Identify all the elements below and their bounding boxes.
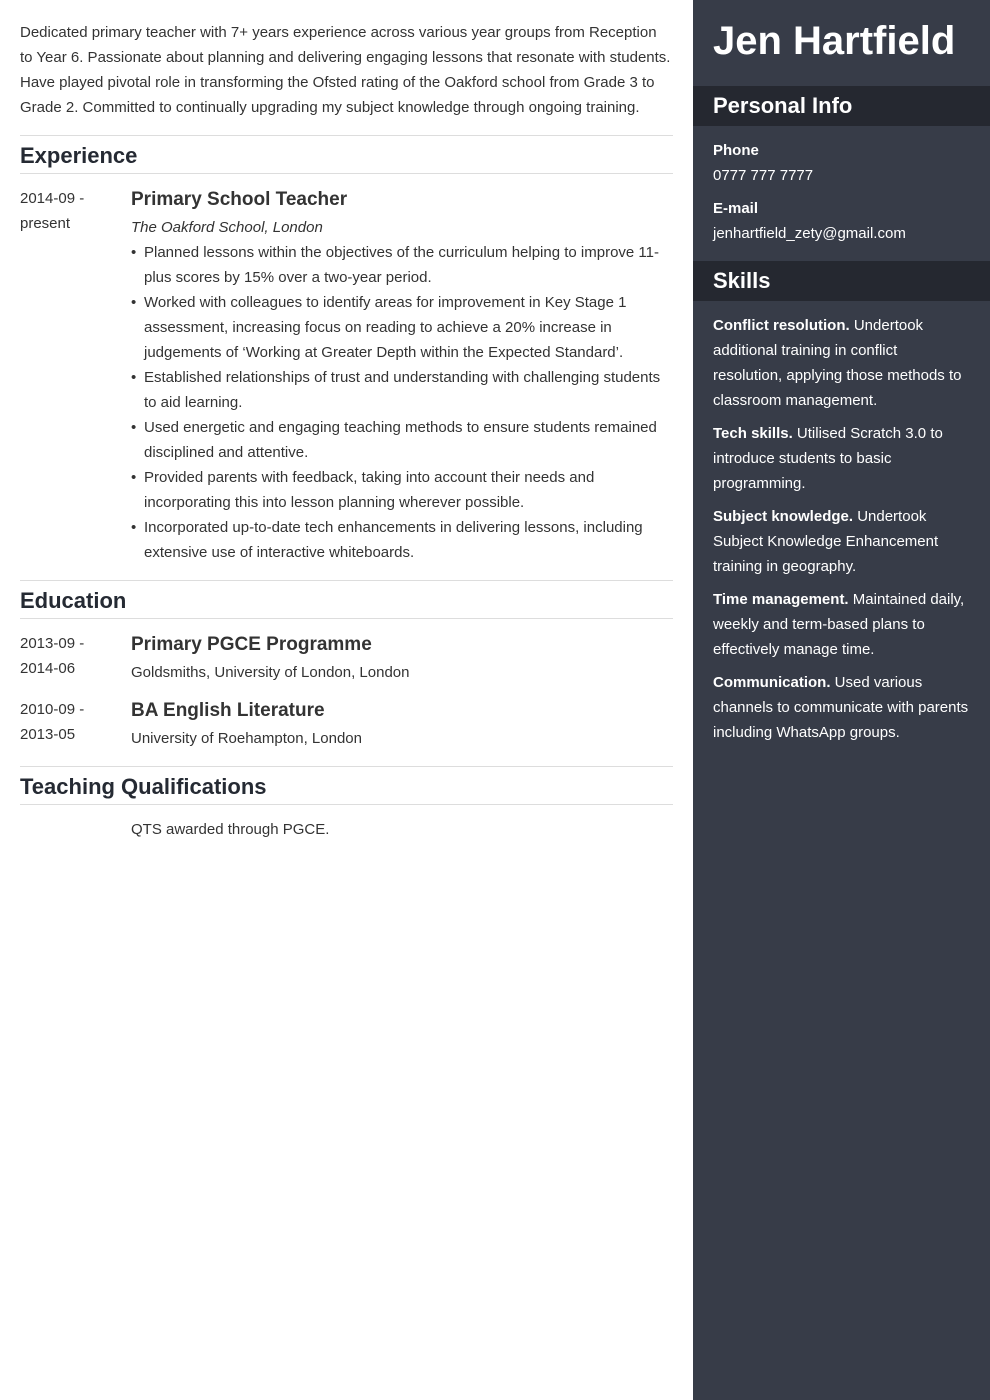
skill-name: Time management. xyxy=(713,591,849,608)
end-date: 2014-06 xyxy=(20,660,76,677)
skill-item xyxy=(713,670,970,745)
job-bullets xyxy=(131,240,673,565)
skill-item xyxy=(713,421,970,496)
degree-title: Primary PGCE Programme xyxy=(131,634,372,655)
education-entry xyxy=(20,631,673,685)
degree-title: BA English Literature xyxy=(131,700,325,721)
skill-name: Conflict resolution. xyxy=(713,317,850,334)
skill-desc: Used various channels to communicate with parents including WhatsApp groups. xyxy=(713,674,969,741)
education-entry xyxy=(20,697,673,751)
email-label: E-mail xyxy=(713,200,759,217)
bullet: • Planned lessons within the objectives of the curriculum helping to improve 11-plus scores by 15% over a two-year period. xyxy=(131,240,673,290)
skill-desc: Undertook additional training in conflict resolution, applying those methods to classroom management. xyxy=(713,317,962,409)
school: University of Roehampton, London xyxy=(131,730,362,747)
start-date: 2014-09 - xyxy=(20,190,85,207)
bullet: • Used energetic and engaging teaching methods to ensure students remained disciplined and attentive. xyxy=(131,415,673,465)
school: Goldsmiths, University of London, London xyxy=(131,664,410,681)
skill-desc: Maintained daily, weekly and term-based plans to effectively manage time. xyxy=(713,591,965,658)
bullet: • Established relationships of trust and understanding with challenging students to aid learning. xyxy=(131,365,673,415)
bullet: • Worked with colleagues to identify areas for improvement in Key Stage 1 assessment, increasing focus on reading to achieve a 20% increase in judgements of ‘Working at Greater Depth within the Expected Standard’. xyxy=(131,290,673,365)
skill-name: Tech skills. xyxy=(713,425,793,442)
start-date: 2010-09 - xyxy=(20,701,85,718)
candidate-name: Jen Hartfield xyxy=(713,19,956,63)
summary: Dedicated primary teacher with 7+ years experience across various year groups from Reception to Year 6. Passionate about planning and delivering engaging lessons that resonate with students. Have played pivotal role in transforming the Ofsted rating of the Oakford school from Grade 3 to Grade 2. Committed to continually upgrading my subject knowledge through ongoing training. xyxy=(20,24,671,116)
qualification-text: QTS awarded through PGCE. xyxy=(131,821,330,838)
qualifications-heading: Teaching Qualifications xyxy=(20,766,673,805)
email-value: jenhartfield_zety@gmail.com xyxy=(713,225,906,242)
start-date: 2013-09 - xyxy=(20,635,85,652)
skills-heading: Skills xyxy=(693,261,990,301)
phone-label: Phone xyxy=(713,142,759,159)
main-column xyxy=(20,20,673,842)
end-date: 2013-05 xyxy=(20,726,76,743)
experience-heading: Experience xyxy=(20,135,673,174)
job-title: Primary School Teacher xyxy=(131,189,348,210)
skill-desc: Utilised Scratch 3.0 to introduce students to basic programming. xyxy=(713,425,943,492)
employer: The Oakford School, London xyxy=(131,219,323,236)
job-dates xyxy=(20,186,131,565)
experience-entry xyxy=(20,186,673,565)
sidebar xyxy=(693,0,990,1400)
skill-name: Communication. xyxy=(713,674,831,691)
education-heading: Education xyxy=(20,580,673,619)
skill-item xyxy=(713,504,970,579)
skill-item xyxy=(713,313,970,413)
phone-value: 0777 777 7777 xyxy=(713,167,814,184)
skill-item xyxy=(713,587,970,662)
skill-desc: Undertook Subject Knowledge Enhancement training in geography. xyxy=(713,508,939,575)
bullet: • Incorporated up-to-date tech enhancements in delivering lessons, including extensive use of interactive whiteboards. xyxy=(131,515,673,565)
skill-name: Subject knowledge. xyxy=(713,508,854,525)
end-date: present xyxy=(20,215,71,232)
personal-info-heading: Personal Info xyxy=(693,86,990,126)
bullet: • Provided parents with feedback, taking into account their needs and incorporating this into lesson planning wherever possible. xyxy=(131,465,673,515)
